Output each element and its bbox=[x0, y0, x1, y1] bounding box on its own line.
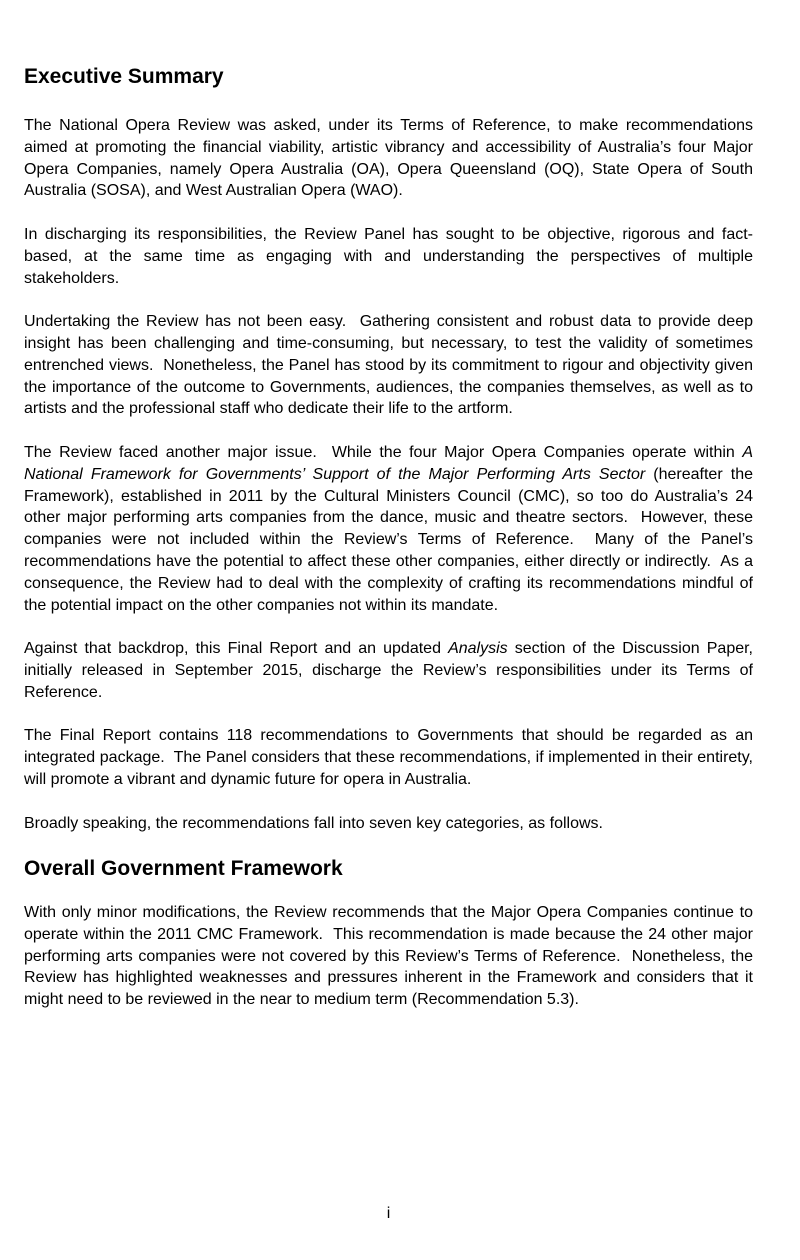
paragraph-minor-modifications bbox=[24, 902, 758, 1011]
paragraph-final-report-recommendations bbox=[24, 725, 758, 790]
text-run: In discharging its responsibilities, the Review Panel has sought to be objective, rigorous and fact-based, at the same time as engaging with and understanding the perspectives of multiple stakeholders. bbox=[24, 225, 758, 287]
text-run: (hereafter the Framework), established in 2011 by the Cultural Ministers Council (CMC), so too do Australia’s 24 other major performing arts companies from the dance, music and theatre sectors. However, these companies were not included within the Review’s Terms of Reference. Many of the Panel’s recommendations have the potential to affect these other companies, either directly or indirectly. As a consequence, the Review had to deal with the complexity of crafting its recommendations mindful of the potential impact on the other companies not within its mandate. bbox=[24, 465, 758, 614]
text-run: section of the Discussion Paper, initially released in September 2015, discharge the Review’s responsibilities under its Terms of Reference. bbox=[24, 640, 758, 701]
paragraph-against-backdrop bbox=[24, 638, 758, 703]
heading-overall-government-framework: Overall Government Framework bbox=[24, 857, 343, 881]
paragraph-discharging-responsibilities bbox=[24, 224, 758, 289]
paragraph-review-major-issue bbox=[24, 442, 758, 616]
paragraph-review-asked bbox=[24, 115, 758, 202]
paragraph-seven-key-categories bbox=[24, 813, 753, 835]
text-run: Broadly speaking, the recommendations fall into seven key categories, as follows. bbox=[24, 814, 603, 832]
text-run: The National Opera Review was asked, under its Terms of Reference, to make recommendations aimed at promoting the financial viability, artistic vibrancy and accessibility of Australia’s four Major Opera Companies, namely Opera Australia (OA), Opera Queensland (OQ), State Opera of South Australia (SOSA), and West Australian Opera (WAO). bbox=[24, 117, 758, 200]
text-run: The Final Report contains 118 recommendations to Governments that should be regarded as an integrated package. The Panel considers that these recommendations, if implemented in their entirety, will promote a vibrant and dynamic future for opera in Australia. bbox=[24, 727, 758, 788]
text-run: The Review faced another major issue. While the four Major Opera Companies operate within bbox=[24, 443, 743, 461]
italic-text-run: A National Framework for Governments’ Support of the Major Performing Arts Sector bbox=[24, 443, 758, 483]
page-number: i bbox=[386, 1205, 391, 1222]
paragraph-undertaking-review bbox=[24, 311, 758, 420]
text-run: Against that backdrop, this Final Report and an updated bbox=[24, 640, 449, 658]
italic-text-run: Analysis bbox=[448, 640, 508, 658]
text-run: Undertaking the Review has not been easy. Gathering consistent and robust data to provide deep insight has been challenging and time-consuming, but necessary, to test the validity of sometimes entrenched views. Nonetheless, the Panel has stood by its commitment to rigour and objectivity given the importance of the outcome to Governments, audiences, the companies themselves, as well as to artists and the professional staff who dedicate their life to the artform. bbox=[24, 313, 758, 418]
text-run: With only minor modifications, the Review recommends that the Major Opera Companies continue to operate within the 2011 CMC Framework. This recommendation is made because the 24 other major performing arts companies were not covered by this Review’s Terms of Reference. Nonetheless, the Review has highlighted weaknesses and pressures inherent in the Framework and considers that it might need to be reviewed in the near to medium term (Recommendation 5.3). bbox=[24, 904, 758, 1009]
heading-executive-summary: Executive Summary bbox=[24, 65, 224, 88]
